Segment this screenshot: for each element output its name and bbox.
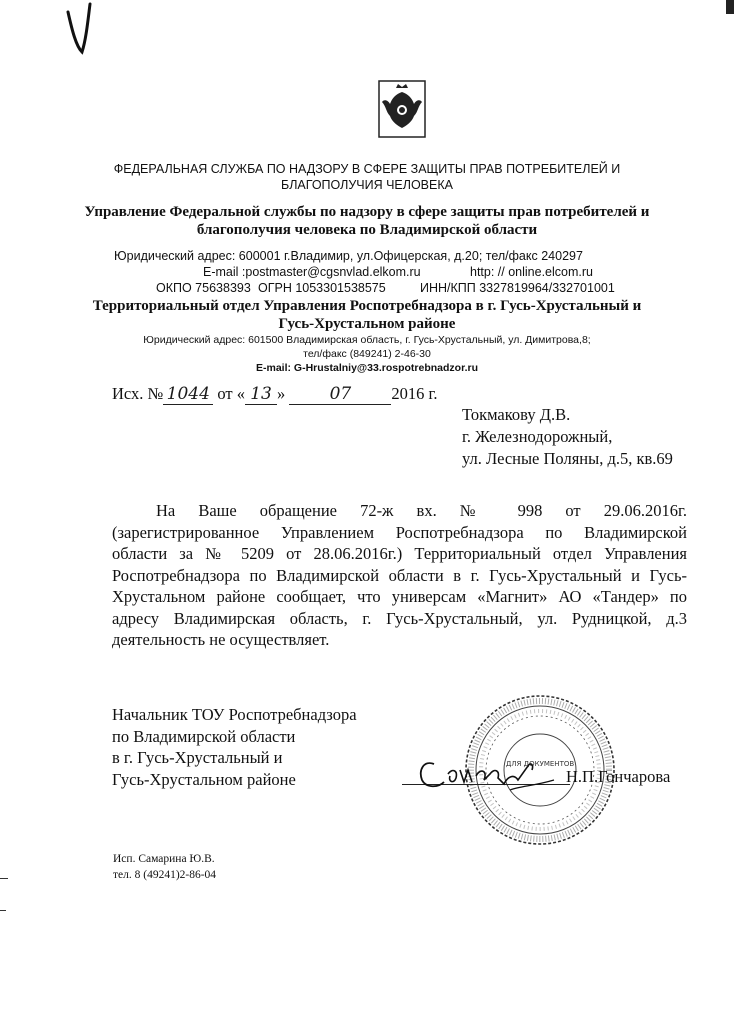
outgoing-close: » (277, 384, 286, 403)
department-line-2: благополучия человека по Владимирской области (196, 222, 538, 238)
handwritten-mark-icon (60, 0, 100, 60)
agency-header (0, 161, 734, 193)
outgoing-day: 13 (245, 384, 277, 405)
territorial-email: E-mail: G-Hrustalniy@33.rospotrebnadzor.ru (255, 362, 479, 374)
outgoing-month: 07 (289, 384, 391, 405)
executor-block (113, 851, 216, 883)
body-line-1: На Ваше обращение 72-ж вх. № 998 от 29.06.2016г. (156, 501, 687, 520)
department-web: http: // online.elcom.ru (470, 265, 593, 279)
department-email: E-mail :postmaster@cgsnvlad.elkom.ru (203, 265, 421, 279)
executor-name: Исп. Самарина Ю.В. (113, 853, 215, 865)
department-inn: ИНН/КПП 3327819964/332701001 (420, 281, 615, 295)
russian-coat-of-arms-icon (378, 80, 426, 138)
scan-edge-mark (726, 0, 734, 14)
territorial-address: Юридический адрес: 601500 Владимирская область, г. Гусь-Хрустальный, ул. Димитрова,8; (143, 334, 591, 346)
outgoing-prefix: Исх. № (112, 384, 164, 403)
signatory-line-1: Начальник ТОУ Роспотребнадзора (112, 705, 357, 724)
department-address: Юридический адрес: 600001 г.Владимир, ул.Офицерская, д.20; тел/факс 240297 (114, 249, 583, 263)
body-line-7: деятельность не осуществляет. (112, 630, 330, 649)
scan-edge-mark (0, 878, 8, 879)
department-line-1: Управление Федеральной службы по надзору в сфере защиты прав потребителей и (84, 204, 650, 220)
territorial-line-1: Территориальный отдел Управления Роспотребнадзора в г. Гусь-Хрустальный и (92, 298, 642, 314)
territorial-title (0, 297, 734, 333)
signatory-block (112, 704, 357, 790)
signatory-name: Н.П.Гончарова (566, 767, 671, 786)
outgoing-year: 2016 г. (391, 384, 438, 403)
recipient-name: Токмакову Д.В. (462, 405, 571, 424)
territorial-line-2: Гусь-Хрустальном районе (278, 316, 456, 332)
scan-edge-mark (0, 910, 6, 911)
recipient-city: г. Железнодорожный, (462, 427, 613, 446)
signatory-line-2: по Владимирской области (112, 726, 296, 746)
body-line-3: области за № 5209 от 28.06.2016г.) Территориальный отдел Управления (112, 544, 687, 563)
territorial-contacts (0, 333, 734, 375)
letter-body (112, 500, 687, 651)
outgoing-from: от « (217, 384, 246, 403)
signatory-line-4: Гусь-Хрустальном районе (112, 769, 296, 789)
territorial-phone: тел/факс (849241) 2-46-30 (303, 348, 431, 360)
agency-line-2: БЛАГОПОЛУЧИЯ ЧЕЛОВЕКА (281, 178, 453, 192)
body-line-2: (зарегистрированное Управлением Роспотребнадзора по Владимирской (112, 522, 687, 542)
executor-phone: тел. 8 (49241)2-86-04 (113, 869, 217, 881)
department-ogrn: ОГРН 1053301538575 (258, 281, 386, 295)
signatory-line-3: в г. Гусь-Хрустальный и (112, 748, 283, 767)
department-title (0, 203, 734, 239)
signature-text: Гонч (484, 752, 487, 753)
body-line-6: адресу Владимирская область, г. Гусь-Хрустальный, ул. Рудницкой, д.3 (112, 608, 687, 628)
stamp-text: ДЛЯ ДОКУМЕНТОВ (505, 760, 575, 768)
body-line-4: Роспотребнадзора по Владимирской области в г. Гусь-Хрустальный и Гусь- (112, 565, 687, 585)
outgoing-number: 1044 (163, 384, 213, 405)
recipient-block (462, 404, 673, 470)
outgoing-number-line (112, 384, 438, 405)
agency-line-1: ФЕДЕРАЛЬНАЯ СЛУЖБА ПО НАДЗОРУ В СФЕРЕ ЗАЩИТЫ ПРАВ ПОТРЕБИТЕЛЕЙ И (113, 162, 621, 176)
body-line-5: Хрустальном районе сообщает, что универсам «Магнит» АО «Тандер» по (112, 587, 687, 606)
recipient-street: ул. Лесные Поляны, д.5, кв.69 (462, 449, 673, 468)
handwritten-signature-icon (404, 740, 584, 800)
department-okpo: ОКПО 75638393 (156, 281, 251, 295)
